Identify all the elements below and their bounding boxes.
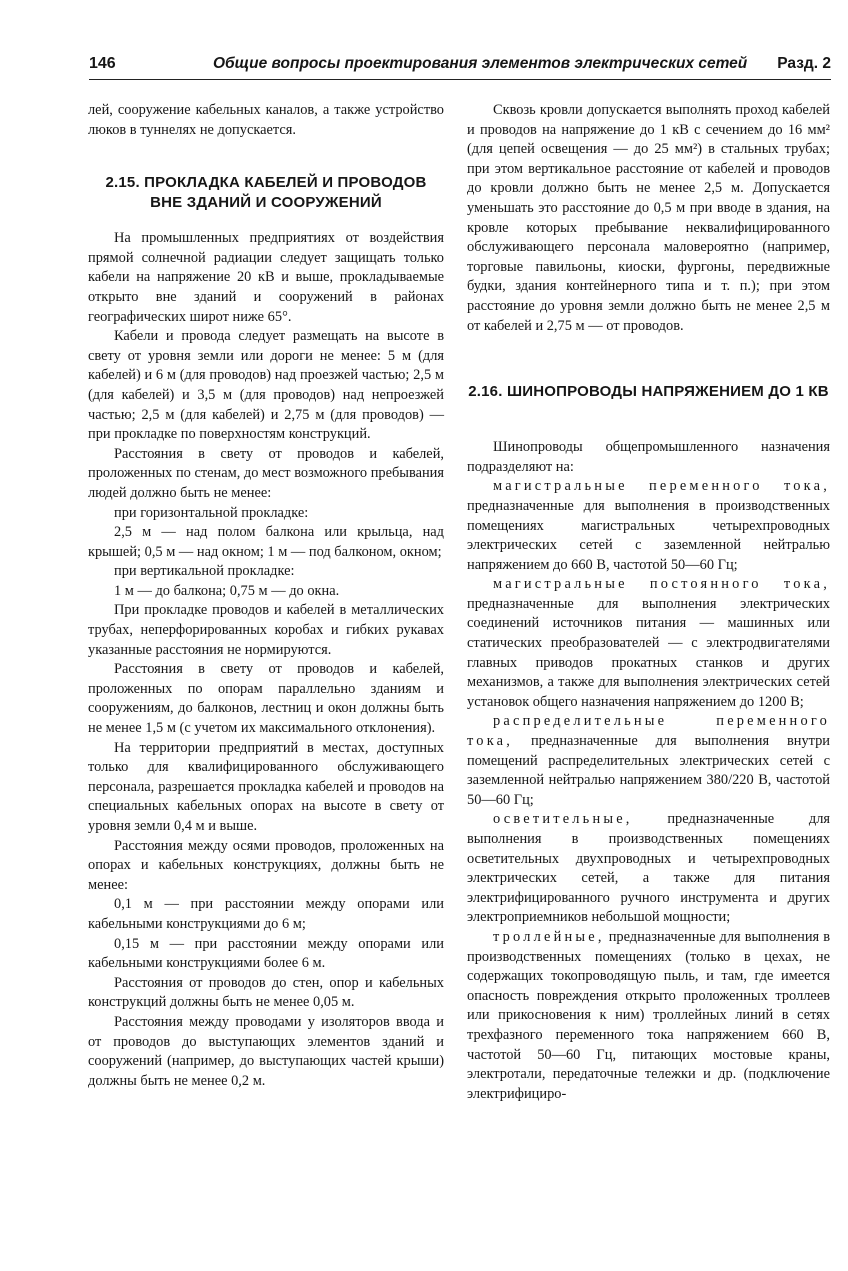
paragraph: При прокладке проводов и кабелей в металлических трубах, неперфорированных коробах и гибких рукавах указанные расстояния не нормируются. <box>88 602 444 658</box>
spaced-term: осветительные, <box>493 811 633 828</box>
paragraph: Сквозь кровли допускается выполнять проход кабелей и проводов на напряжение до 1 кВ с сечением до 16 мм² (для цепей освещения — до 25 мм²) в стальных трубах; при этом вертикальное расстояние от кабелей и проводов до кровли должно быть не менее 2,5 м. Допускается уменьшать это расстояние до 0,5 м при вводе в здания, на кровле которых пребывание неквалифицированного обслуживающего персонала маловероятно (например, торговые павильоны, киоски, фургоны, передвижные будки, здания контейнерного типа и т. п.); при этом расстояние до уровня земли должно быть не менее 2,5 м от кабелей и 2,75 м — от проводов. <box>467 102 830 334</box>
spaced-term: троллейные, <box>493 928 605 945</box>
term-description: предназначенные для выполнения внутри помещений распределительных электрических сетей с заземленной нейтралью напряжением 380/220 В, частотой 50—60 Гц; <box>467 733 830 808</box>
paragraph: Кабели и провода следует размещать на высоте в свету от уровня земли или дороги не менее: 5 м (для кабелей) и 6 м (для проводов) над проезжей частью; 2,5 м (для кабелей) и 3,5 м (для проводов) над непроезжей частью; 2,5 м (для кабелей) и 2,75 м (для проводов) — при прокладке по поверхностям конструкций. <box>88 328 444 443</box>
list-item <box>467 810 830 928</box>
section-reference: Разд. 2 <box>777 55 831 72</box>
spaced-term: распределительные переменного тока, <box>467 713 830 750</box>
term-description: предназначенные для выполнения электрических соединений источников питания — машинных или статических преобразователей — с электродвигателями главных приводов прокатных станков и других механизмов, а также для выполнения электрических сетей установок общего назначения напряжением до 1200 В; <box>467 595 830 710</box>
page-number: 146 <box>89 55 116 72</box>
paragraph: На территории предприятий в местах, доступных только для квалифицированного обслуживающего персонала, разрешается прокладка кабелей и проводов на специальных кабельных опорах на высоте в свету от уровня земли 0,4 м и выше. <box>88 739 444 834</box>
paragraph: Расстояния между осями проводов, проложенных на опорах и кабельных конструкциях, должны быть не менее: <box>88 837 444 893</box>
paragraph: 1 м — до балкона; 0,75 м — до окна. <box>114 582 340 599</box>
list-item <box>467 575 830 712</box>
running-header <box>89 55 831 80</box>
list-item <box>467 928 830 1104</box>
paragraph: при горизонтальной прокладке: <box>114 504 309 521</box>
term-description: предназначенные для выполнения в производственных помещениях (только в цехах, не содержащих токопроводящую пыль, и там, где имеется опасность повреждения открыто проложенных троллеев или прикосновения к ним) троллейных линий в сетях трехфазного переменного тока напряжением 660 В, частотой 50—60 Гц, питающих мостовые краны, электротали, передаточные тележки и др. (подключение электрифициро- <box>467 928 830 1102</box>
paragraph: Расстояния в свету от проводов и кабелей, проложенных по опорам параллельно зданиям и сооружениям, до балконов, лестниц и окон должны быть не менее 1,5 м (с учетом их максимального отклонения). <box>88 661 444 737</box>
paragraph: при вертикальной прокладке: <box>114 563 295 580</box>
paragraph: 0,15 м — при расстоянии между опорами или кабельными конструкциями более 6 м. <box>88 935 444 972</box>
paragraph: На промышленных предприятиях от воздействия прямой солнечной радиации следует защищать только кабели на напряжение 20 кВ и выше, прокладываемые открыто вне зданий и сооружений в районах географических широт ниже 65°. <box>88 230 444 325</box>
paragraph: лей, сооружение кабельных каналов, а также устройство люков в туннелях не допускается. <box>88 102 444 138</box>
section-heading-2-15: 2.15. ПРОКЛАДКА КАБЕЛЕЙ И ПРОВОДОВ ВНЕ ЗДАНИЙ И СООРУЖЕНИЙ <box>105 174 427 212</box>
running-title: Общие вопросы проектирования элементов электрических сетей <box>213 55 748 72</box>
right-column <box>467 101 830 1104</box>
list-item <box>467 712 830 810</box>
paragraph: Расстояния от проводов до стен, опор и кабельных конструкций должны быть не менее 0,05 м. <box>88 974 444 1011</box>
paragraph: 0,1 м — при расстоянии между опорами или кабельными конструкциями до 6 м; <box>88 896 444 932</box>
term-description: предназначенные для выполнения в производственных помещениях магистральных четырехпроводных электрических сетей с заземленной нейтралью напряжением до 660 В, частотой 50—60 Гц; <box>467 497 830 573</box>
spaced-term: магистральные постоянного тока, <box>493 576 830 593</box>
paragraph: Расстояния между проводами у изоляторов ввода и от проводов до выступающих элементов зданий и сооружений (например, до выступающих частей крыши) должны быть не менее 0,2 м. <box>88 1013 444 1089</box>
spaced-term: магистральные переменного тока, <box>493 478 830 495</box>
paragraph: Шинопроводы общепромышленного назначения подразделяют на: <box>467 439 830 475</box>
left-column <box>88 101 444 1091</box>
list-item <box>467 477 830 575</box>
term-description: предназначенные для выполнения в производственных помещениях осветительных двухпроводных и четырехпроводных электрических сетей, а также для питания электрифицированного ручного инструмента и других электроприемников небольшой мощности; <box>467 811 830 926</box>
section-heading-2-16: 2.16. ШИНОПРОВОДЫ НАПРЯЖЕНИЕМ ДО 1 КВ <box>468 383 829 401</box>
paragraph: 2,5 м — над полом балкона или крыльца, над крышей; 0,5 м — над окном; 1 м — под балконом, окном; <box>88 524 444 560</box>
paragraph: Расстояния в свету от проводов и кабелей, проложенных по стенам, до мест возможного пребывания людей должно быть не менее: <box>88 445 444 501</box>
